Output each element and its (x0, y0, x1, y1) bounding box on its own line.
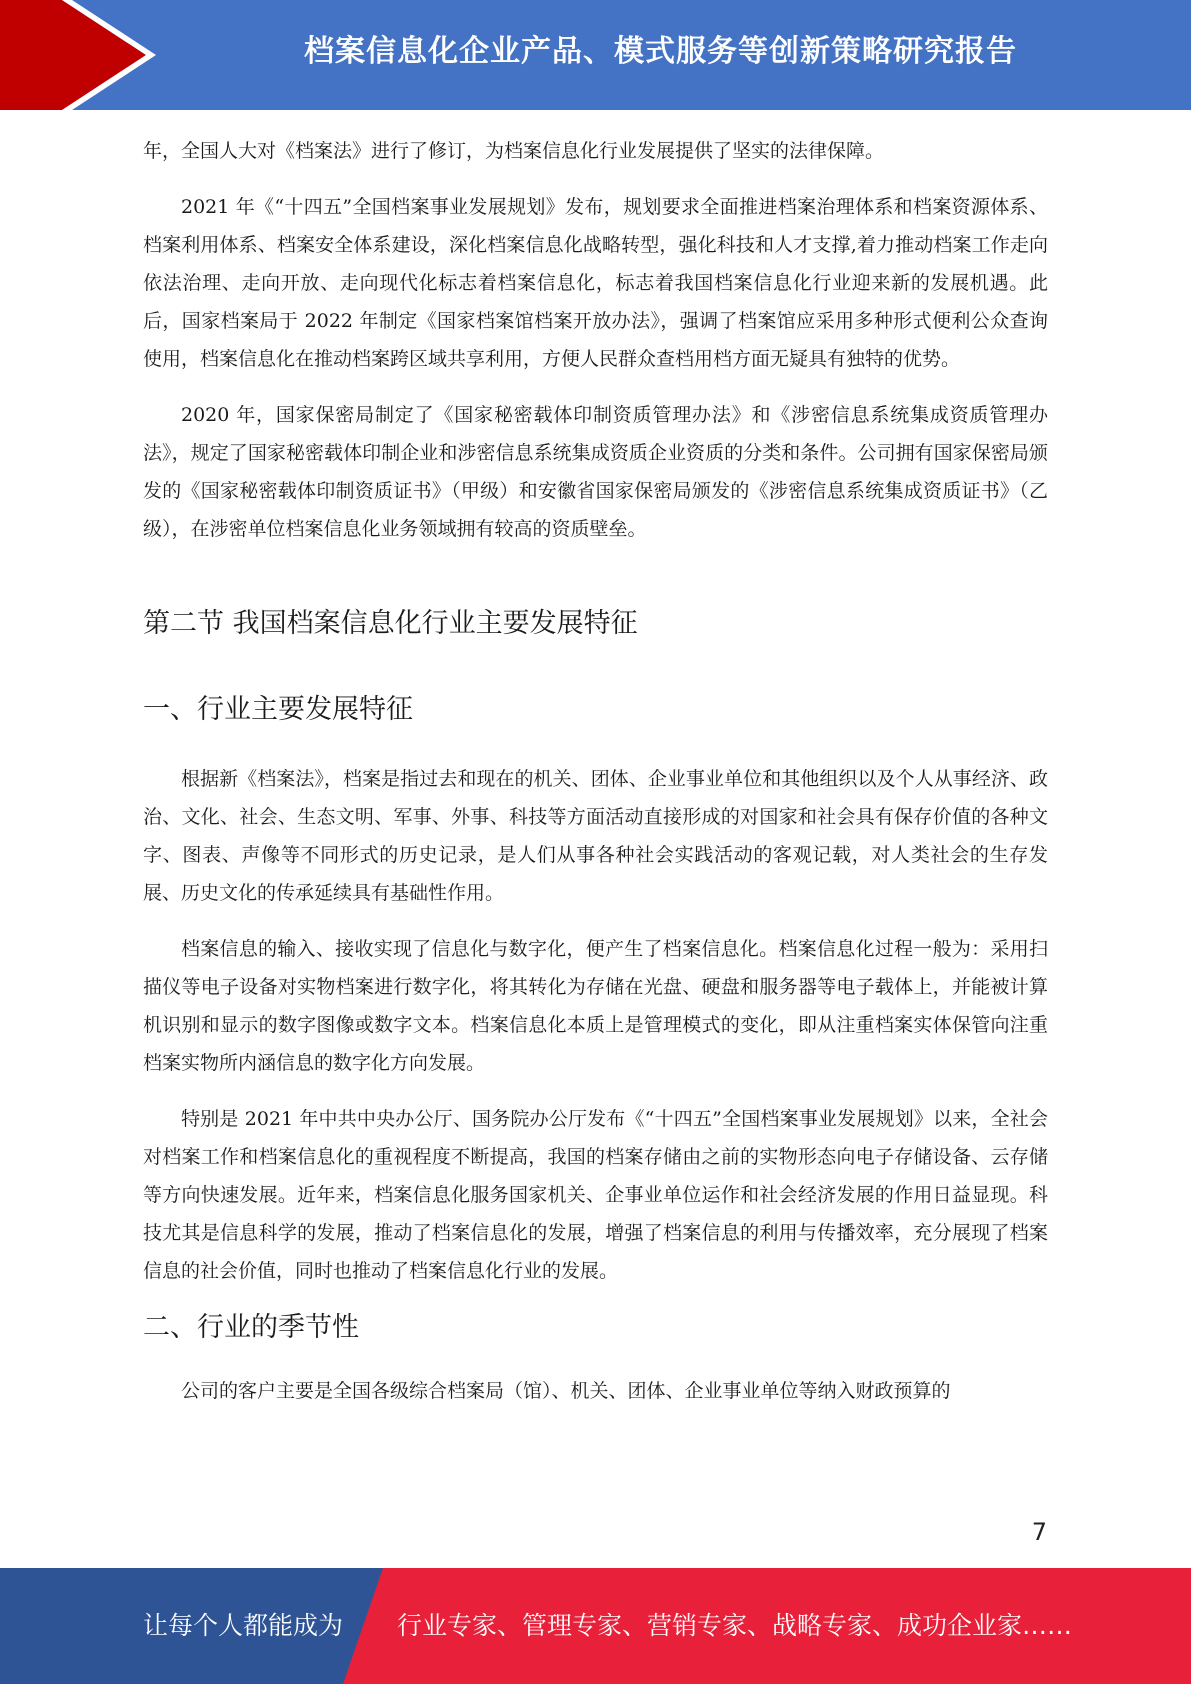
footer-slogan-left: 让每个人都能成为 (143, 1611, 344, 1640)
footer-slogan-right: 行业专家、管理专家、营销专家、战略专家、成功企业家…… (397, 1611, 1073, 1640)
paragraph: 特别是 2021 年中共中央办公厅、国务院办公厅发布《“十四五”全国档案事业发展规划》以来，全社会对档案工作和档案信息化的重视程度不断提高，我国的档案存储由之前的实物形态向电子存储设备、云存储等方向快速发展。近年来，档案信息化服务国家机关、企事业单位运作和社会经济发展的作用日益显现。科技尤其是信息科学的发展，推动了档案信息化的发展，增强了档案信息的利用与传播效率，充分展现了档案信息的社会价值，同时也推动了档案信息化行业的发展。 (143, 1108, 1048, 1282)
subsection-heading: 二、行业的季节性 (143, 1312, 359, 1343)
subsection-heading: 一、行业主要发展特征 (143, 694, 413, 725)
paragraph: 年，全国人大对《档案法》进行了修订，为档案信息化行业发展提供了坚实的法律保障。 (143, 140, 885, 162)
header-title: 档案信息化企业产品、模式服务等创新策略研究报告 (304, 34, 1017, 69)
paragraph: 根据新《档案法》，档案是指过去和现在的机关、团体、企业事业单位和其他组织以及个人从事经济、政治、文化、社会、生态文明、军事、外事、科技等方面活动直接形成的对国家和社会具有保存价值的各种文字、图表、声像等不同形式的历史记录，是人们从事各种社会实践活动的客观记载，对人类社会的生存发展、历史文化的传承延续具有基础性作用。 (143, 768, 1048, 904)
red-chevron-icon (0, 0, 160, 110)
page-footer (0, 1568, 1191, 1684)
paragraph: 档案信息的输入、接收实现了信息化与数字化，便产生了档案信息化。档案信息化过程一般为：采用扫描仪等电子设备对实物档案进行数字化，将其转化为存储在光盘、硬盘和服务器等电子载体上，并能被计算机识别和显示的数字图像或数字文本。档案信息化本质上是管理模式的变化，即从注重档案实体保管向注重档案实物所内涵信息的数字化方向发展。 (143, 938, 1048, 1074)
paragraph: 公司的客户主要是全国各级综合档案局（馆）、机关、团体、企业事业单位等纳入财政预算的 (181, 1380, 951, 1402)
section-heading: 第二节 我国档案信息化行业主要发展特征 (143, 608, 638, 639)
page-number: 7 (1031, 1518, 1047, 1546)
paragraph: 2020 年，国家保密局制定了《国家秘密载体印制资质管理办法》和《涉密信息系统集成资质管理办法》，规定了国家秘密载体印制企业和涉密信息系统集成资质企业资质的分类和条件。公司拥有国家保密局颁发的《国家秘密载体印制资质证书》（甲级）和安徽省国家保密局颁发的《涉密信息系统集成资质证书》（乙级），在涉密单位档案信息化业务领域拥有较高的资质壁垒。 (143, 404, 1048, 540)
page-header (0, 0, 1191, 110)
document-body (143, 132, 1048, 1410)
paragraph: 2021 年《“十四五”全国档案事业发展规划》发布，规划要求全面推进档案治理体系和档案资源体系、档案利用体系、档案安全体系建设，深化档案信息化战略转型，强化科技和人才支撑,着力推动档案工作走向依法治理、走向开放、走向现代化标志着档案信息化，标志着我国档案信息化行业迎来新的发展机遇。此后，国家档案局于 2022 年制定《国家档案馆档案开放办法》，强调了档案馆应采用多种形式便利公众查询使用，档案信息化在推动档案跨区域共享利用，方便人民群众查档用档方面无疑具有独特的优势。 (143, 196, 1048, 370)
